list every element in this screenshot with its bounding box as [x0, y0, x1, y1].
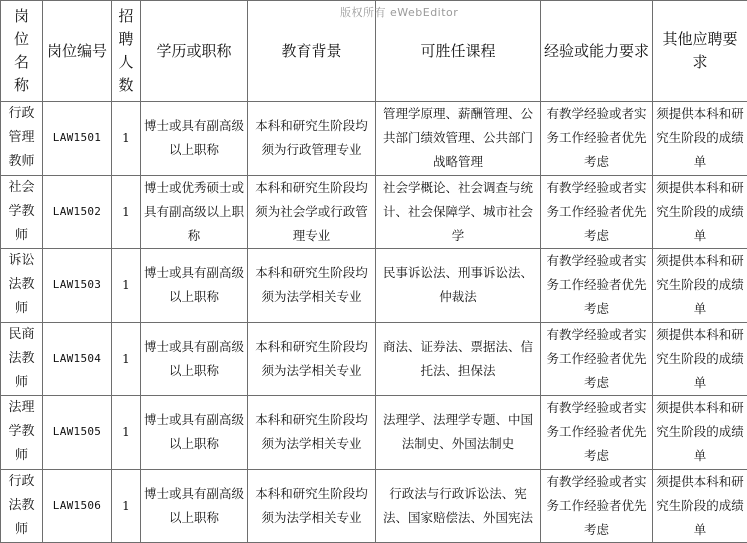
cell-experience: 有教学经验或者实务工作经验者优先考虑 [541, 175, 653, 249]
cell-courses: 社会学概论、社会调查与统计、社会保障学、城市社会学 [376, 175, 541, 249]
header-hire-count: 招聘人数 [112, 1, 141, 102]
cell-other: 须提供本科和研究生阶段的成绩单 [653, 249, 747, 323]
cell-education: 本科和研究生阶段均须为法学相关专业 [248, 249, 376, 323]
cell-position-code: LAW1506 [43, 469, 112, 543]
cell-degree-title: 博士或具有副高级以上职称 [141, 102, 248, 176]
header-other: 其他应聘要求 [653, 1, 747, 102]
header-courses: 可胜任课程 [376, 1, 541, 102]
cell-experience: 有教学经验或者实务工作经验者优先考虑 [541, 249, 653, 323]
watermark: 版权所有 eWebEditor [340, 6, 459, 19]
cell-hire-count: 1 [112, 102, 141, 176]
cell-hire-count: 1 [112, 396, 141, 470]
cell-experience: 有教学经验或者实务工作经验者优先考虑 [541, 396, 653, 470]
header-position-name: 岗位名称 [1, 1, 43, 102]
cell-position-name: 社会学教师 [1, 175, 43, 249]
cell-position-code: LAW1501 [43, 102, 112, 176]
cell-position-name: 诉讼法教师 [1, 249, 43, 323]
cell-degree-title: 博士或优秀硕士或具有副高级以上职称 [141, 175, 248, 249]
table-row [1, 322, 747, 396]
cell-position-code: LAW1502 [43, 175, 112, 249]
header-education: 教育背景 [248, 1, 376, 102]
header-degree-title: 学历或职称 [141, 1, 248, 102]
cell-degree-title: 博士或具有副高级以上职称 [141, 469, 248, 543]
table-row [1, 249, 747, 323]
cell-courses: 法理学、法理学专题、中国法制史、外国法制史 [376, 396, 541, 470]
cell-other: 须提供本科和研究生阶段的成绩单 [653, 102, 747, 176]
cell-degree-title: 博士或具有副高级以上职称 [141, 322, 248, 396]
table-row [1, 469, 747, 543]
cell-position-code: LAW1503 [43, 249, 112, 323]
cell-education: 本科和研究生阶段均须为法学相关专业 [248, 469, 376, 543]
cell-experience: 有教学经验或者实务工作经验者优先考虑 [541, 469, 653, 543]
cell-courses: 民事诉讼法、刑事诉讼法、仲裁法 [376, 249, 541, 323]
cell-hire-count: 1 [112, 469, 141, 543]
cell-position-name: 民商法教师 [1, 322, 43, 396]
cell-courses: 商法、证券法、票据法、信托法、担保法 [376, 322, 541, 396]
cell-other: 须提供本科和研究生阶段的成绩单 [653, 175, 747, 249]
cell-other: 须提供本科和研究生阶段的成绩单 [653, 322, 747, 396]
cell-education: 本科和研究生阶段均须为社会学或行政管理专业 [248, 175, 376, 249]
cell-courses: 行政法与行政诉讼法、宪法、国家赔偿法、外国宪法 [376, 469, 541, 543]
cell-hire-count: 1 [112, 322, 141, 396]
cell-other: 须提供本科和研究生阶段的成绩单 [653, 469, 747, 543]
cell-position-name: 法理学教师 [1, 396, 43, 470]
cell-experience: 有教学经验或者实务工作经验者优先考虑 [541, 322, 653, 396]
cell-hire-count: 1 [112, 249, 141, 323]
cell-degree-title: 博士或具有副高级以上职称 [141, 396, 248, 470]
cell-education: 本科和研究生阶段均须为法学相关专业 [248, 396, 376, 470]
cell-position-code: LAW1505 [43, 396, 112, 470]
cell-position-code: LAW1504 [43, 322, 112, 396]
header-experience: 经验或能力要求 [541, 1, 653, 102]
table-row [1, 396, 747, 470]
table-row [1, 102, 747, 176]
cell-hire-count: 1 [112, 175, 141, 249]
cell-other: 须提供本科和研究生阶段的成绩单 [653, 396, 747, 470]
cell-experience: 有教学经验或者实务工作经验者优先考虑 [541, 102, 653, 176]
header-position-code: 岗位编号 [43, 1, 112, 102]
cell-education: 本科和研究生阶段均须为法学相关专业 [248, 322, 376, 396]
cell-education: 本科和研究生阶段均须为行政管理专业 [248, 102, 376, 176]
cell-position-name: 行政管理教师 [1, 102, 43, 176]
table-row [1, 175, 747, 249]
cell-position-name: 行政法教师 [1, 469, 43, 543]
cell-degree-title: 博士或具有副高级以上职称 [141, 249, 248, 323]
cell-courses: 管理学原理、薪酬管理、公共部门绩效管理、公共部门战略管理 [376, 102, 541, 176]
